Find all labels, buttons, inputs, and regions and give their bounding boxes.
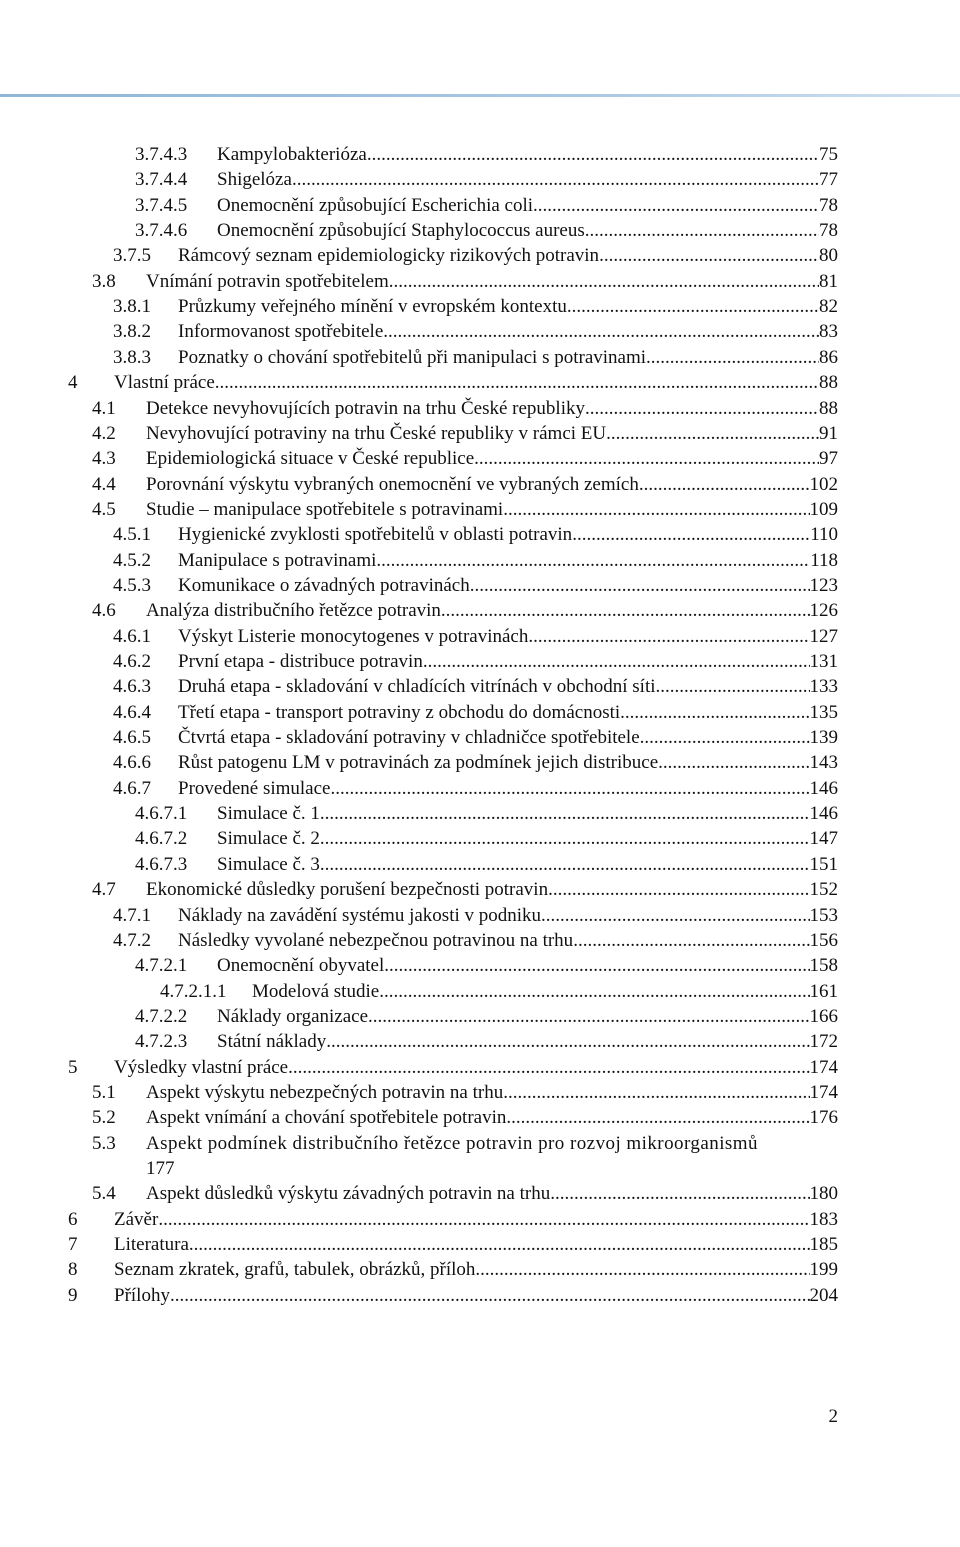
toc-entry-leader — [474, 446, 819, 471]
toc-entry-leader — [215, 370, 819, 395]
toc-entry-leader — [639, 472, 810, 497]
toc-entry[interactable] — [113, 522, 838, 547]
toc-entry[interactable] — [135, 1004, 838, 1029]
toc-entry[interactable] — [113, 294, 838, 319]
toc-entry-leader — [383, 319, 819, 344]
toc-entry-title: Detekce nevyhovujících potravin na trhu České republiky — [146, 397, 585, 419]
toc-entry[interactable] — [92, 269, 838, 294]
toc-entry-title: Manipulace s potravinami — [178, 549, 377, 571]
toc-entry-number: 4.6.7 — [113, 777, 151, 799]
toc-entry-leader — [441, 598, 810, 623]
toc-entry-page: 86 — [819, 346, 838, 368]
toc-entry-page: 172 — [809, 1031, 838, 1053]
toc-entry-number: 4.5.2 — [113, 549, 151, 571]
toc-entry[interactable] — [113, 624, 838, 649]
toc-entry-number: 3.7.4.6 — [135, 220, 188, 242]
toc-entry-leader — [572, 522, 810, 547]
toc-entry-number: 4.7.1 — [113, 904, 151, 926]
toc-entry[interactable] — [113, 243, 838, 268]
toc-entry-page: 97 — [819, 448, 838, 470]
toc-entry-leader — [503, 1080, 809, 1105]
toc-entry-page: 91 — [819, 422, 838, 444]
toc-entry-page: 183 — [809, 1208, 838, 1230]
toc-entry-title: Vlastní práce — [114, 372, 215, 394]
toc-entry-number: 4.5 — [92, 498, 116, 520]
header-rule — [0, 94, 960, 97]
toc-entry[interactable] — [92, 877, 838, 902]
toc-entry-title: První etapa - distribuce potravin — [178, 651, 423, 672]
toc-entry[interactable] — [68, 1257, 838, 1282]
toc-entry-page: 135 — [809, 701, 838, 723]
toc-entry[interactable] — [135, 826, 838, 851]
toc-entry-title: Náklady na zavádění systému jakosti v podniku — [178, 904, 542, 926]
toc-entry-title: Náklady organizace — [217, 1005, 369, 1027]
toc-entry-page: 82 — [819, 296, 838, 318]
toc-entry[interactable] — [113, 319, 838, 344]
toc-entry-leader — [658, 750, 809, 775]
toc-entry[interactable] — [68, 1232, 838, 1257]
toc-entry-leader — [528, 624, 809, 649]
toc-entry[interactable] — [92, 1080, 838, 1105]
toc-entry[interactable] — [92, 497, 838, 522]
toc-entry-title: Seznam zkratek, grafů, tabulek, obrázků, příloh — [114, 1259, 476, 1281]
toc-entry-leader — [620, 700, 809, 725]
toc-entry-page: 118 — [810, 549, 838, 571]
toc-entry-leader — [330, 776, 809, 801]
toc-entry-title: Nevyhovující potraviny na trhu České republiky v rámci EU — [146, 422, 607, 444]
toc-entry-number: 4.6.7.1 — [135, 803, 188, 825]
toc-entry-title: Druhá etapa - skladování v chladících vitrínách v obchodní síti — [178, 676, 656, 698]
toc-entry-number: 4.7.2.1.1 — [160, 980, 227, 1002]
toc-entry-leader — [606, 421, 819, 446]
toc-entry-leader — [384, 953, 809, 978]
toc-entry[interactable] — [68, 1283, 838, 1308]
toc-entry-number: 3.8.3 — [113, 346, 151, 368]
toc-entry-leader — [158, 1207, 809, 1232]
toc-entry-page: 110 — [810, 524, 838, 546]
toc-entry-title: Simulace č. 2 — [217, 828, 320, 850]
toc-entry-title: Provedené simulace — [178, 777, 331, 799]
toc-entry[interactable] — [135, 1029, 838, 1054]
toc-entry-title: Simulace č. 1 — [217, 803, 320, 825]
toc-entry-page: 126 — [809, 600, 838, 622]
toc-entry-page: 127 — [809, 625, 838, 647]
toc-entry-page: 185 — [809, 1234, 838, 1256]
toc-entry-leader — [170, 1283, 810, 1308]
toc-entry-number: 4.4 — [92, 473, 116, 495]
toc-entry[interactable] — [68, 1207, 838, 1232]
toc-entry-leader — [475, 1257, 809, 1282]
toc-entry-leader — [506, 1105, 809, 1130]
toc-entry[interactable] — [113, 649, 838, 674]
toc-entry-leader — [367, 142, 819, 167]
toc-entry-leader — [376, 548, 810, 573]
toc-entry-title: Shigelóza — [217, 169, 292, 191]
toc-entry-page: 146 — [809, 777, 838, 799]
toc-entry-page: 158 — [809, 955, 838, 977]
toc-entry-number: 4.5.3 — [113, 574, 151, 596]
toc-entry[interactable] — [68, 1055, 838, 1080]
toc-entry[interactable] — [92, 421, 838, 446]
toc-entry-leader — [599, 243, 819, 268]
toc-entry-leader — [320, 852, 810, 877]
toc-entry[interactable] — [113, 345, 838, 370]
toc-entry-leader — [189, 1232, 810, 1257]
toc-entry-title: Průzkumy veřejného mínění v evropském kontextu — [178, 296, 567, 318]
toc-entry[interactable] — [135, 852, 838, 877]
toc-entry[interactable] — [68, 370, 838, 395]
toc-entry-title: Státní náklady — [217, 1031, 327, 1053]
toc-entry-title: Přílohy — [114, 1284, 170, 1306]
toc-entry-title: Vnímání potravin spotřebitelem — [146, 270, 389, 292]
toc-entry-page: 146 — [809, 803, 838, 825]
toc-entry-number: 3.7.4.4 — [135, 169, 188, 191]
toc-entry-number: 3.7.4.3 — [135, 144, 188, 165]
toc-entry-page: 83 — [819, 321, 838, 343]
toc-entry[interactable] — [113, 573, 838, 598]
toc-entry-page: 133 — [809, 676, 838, 698]
toc-entry-number: 4.7 — [92, 879, 116, 901]
toc-entry-number: 8 — [68, 1259, 78, 1281]
toc-entry-number: 4.7.2.3 — [135, 1031, 188, 1053]
toc-entry-number: 5.2 — [92, 1107, 116, 1129]
toc-entry-number: 4.6.2 — [113, 651, 151, 672]
toc-entry[interactable] — [92, 1131, 838, 1181]
toc-entry-leader — [567, 294, 819, 319]
toc-entry-page: 88 — [819, 397, 838, 419]
toc-entry[interactable] — [113, 903, 838, 928]
toc-entry-page: 80 — [819, 245, 838, 267]
toc-entry-number: 4.6 — [92, 600, 116, 622]
toc-entry[interactable] — [135, 167, 838, 192]
toc-entry-title: Epidemiologická situace v České republice — [146, 448, 475, 470]
toc-entry-leader — [320, 801, 810, 826]
toc-entry-title: Třetí etapa - transport potraviny z obchodu do domácnosti — [178, 701, 621, 723]
toc-entry-leader — [288, 1055, 809, 1080]
toc-entry-title: Aspekt důsledků výskytu závadných potravin na trhu — [146, 1183, 551, 1205]
toc-entry-page: 156 — [809, 929, 838, 951]
toc-entry-title: Literatura — [114, 1234, 189, 1256]
toc-entry-page: 161 — [809, 980, 838, 1002]
toc-entry-page: 177 — [146, 1157, 175, 1179]
toc-entry-page: 88 — [819, 372, 838, 394]
toc-entry-leader — [326, 1029, 809, 1054]
toc-entry-leader — [379, 979, 809, 1004]
toc-entry-title: Analýza distribučního řetězce potravin — [146, 600, 441, 622]
toc-entry-leader — [292, 167, 819, 192]
toc-entry-number: 3.8 — [92, 270, 116, 292]
toc-entry-number: 5.1 — [92, 1081, 116, 1103]
toc-entry[interactable] — [92, 1181, 838, 1206]
toc-entry-leader — [503, 497, 809, 522]
toc-entry-page: 180 — [809, 1183, 838, 1205]
toc-entry-number: 5.4 — [92, 1183, 116, 1205]
toc-entry-title: Růst patogenu LM v potravinách za podmínek jejich distribuce — [178, 752, 659, 774]
toc-entry-title: Závěr — [114, 1208, 159, 1230]
toc-entry-number: 3.8.2 — [113, 321, 151, 343]
toc-entry[interactable] — [160, 979, 838, 1004]
toc-entry[interactable] — [135, 801, 838, 826]
toc-entry-page: 152 — [809, 879, 838, 901]
toc-entry-leader — [646, 345, 819, 370]
toc-entry[interactable] — [92, 446, 838, 471]
toc-entry[interactable] — [113, 548, 838, 573]
toc-entry-page: 143 — [809, 752, 838, 774]
toc-entry[interactable] — [113, 750, 838, 775]
toc-entry-title: Komunikace o závadných potravinách — [178, 574, 470, 596]
toc-entry-page: 204 — [809, 1284, 838, 1306]
toc-entry-title: Simulace č. 3 — [217, 853, 320, 875]
toc-entry-page: 176 — [809, 1107, 838, 1129]
toc-entry-title: Čtvrtá etapa - skladování potraviny v chladničce spotřebitele — [178, 727, 640, 749]
toc-entry-leader — [640, 725, 810, 750]
toc-entry-number: 4.6.6 — [113, 752, 151, 774]
toc-entry[interactable] — [113, 776, 838, 801]
toc-entry-number: 4.6.7.2 — [135, 828, 188, 850]
toc-entry-leader — [656, 674, 810, 699]
toc-entry[interactable] — [113, 700, 838, 725]
toc-entry-title: Hygienické zvyklosti spotřebitelů v oblasti potravin — [178, 524, 573, 546]
toc-entry-number: 5.3 — [92, 1132, 116, 1154]
toc-entry-leader — [585, 218, 819, 243]
toc-entry-page: 123 — [809, 574, 838, 596]
toc-entry-number: 4.6.4 — [113, 701, 151, 723]
toc-entry[interactable] — [135, 193, 838, 218]
toc-entry-page: 77 — [819, 169, 838, 191]
toc-entry-number: 3.7.5 — [113, 245, 151, 267]
toc-entry-number: 4.5.1 — [113, 524, 151, 546]
toc-entry-title: Aspekt podmínek distribučního řetězce potravin pro rozvoj mikroorganismů — [146, 1132, 758, 1154]
toc-entry-number: 4.6.1 — [113, 625, 151, 647]
toc-entry-title: Onemocnění obyvatel — [217, 955, 385, 977]
toc-entry-page: 147 — [809, 828, 838, 850]
toc-entry-page: 151 — [809, 853, 838, 875]
toc-entry-page: 199 — [809, 1259, 838, 1281]
toc-entry-leader — [368, 1004, 809, 1029]
toc-entry-number: 9 — [68, 1284, 78, 1306]
toc-entry[interactable] — [92, 598, 838, 623]
toc-entry-title: Kampylobakterióza — [217, 144, 367, 165]
toc-entry-page: 109 — [809, 498, 838, 520]
toc-entry-title: Výskyt Listerie monocytogenes v potravinách — [178, 625, 529, 647]
toc-entry-page: 75 — [819, 144, 838, 165]
toc-entry-page: 174 — [809, 1056, 838, 1078]
toc-entry-title: Rámcový seznam epidemiologicky rizikových potravin — [178, 245, 600, 267]
toc-entry[interactable] — [135, 953, 838, 978]
toc-entry-title: Onemocnění způsobující Escherichia coli — [217, 194, 534, 216]
toc-entry-page: 81 — [819, 270, 838, 292]
toc-entry-page: 78 — [819, 194, 838, 216]
toc-entry-leader — [548, 877, 809, 902]
toc-entry-title: Informovanost spotřebitele — [178, 321, 384, 343]
toc-entry-number: 4.6.3 — [113, 676, 151, 698]
toc-entry-number: 4 — [68, 372, 78, 394]
toc-entry-title: Onemocnění způsobující Staphylococcus aureus — [217, 220, 585, 242]
toc-entry-number: 4.7.2 — [113, 929, 151, 951]
toc-entry-number: 6 — [68, 1208, 78, 1230]
toc-entry-leader — [423, 649, 810, 674]
toc-entry-leader — [470, 573, 810, 598]
toc-entry-title: Následky vyvolané nebezpečnou potravinou na trhu — [178, 929, 574, 951]
toc-entry-number: 4.6.7.3 — [135, 853, 188, 875]
toc-entry-title: Ekonomické důsledky porušení bezpečnosti potravin — [146, 879, 549, 901]
toc-entry-leader — [550, 1181, 809, 1206]
toc-entry-title: Porovnání výskytu vybraných onemocnění ve vybraných zemích — [146, 473, 639, 495]
toc-entry-number: 3.7.4.5 — [135, 194, 188, 216]
toc-entry-leader — [320, 826, 810, 851]
toc-entry[interactable] — [135, 142, 838, 167]
toc-entry-number: 4.7.2.1 — [135, 955, 188, 977]
toc-entry-number: 4.7.2.2 — [135, 1005, 188, 1027]
toc-entry-page: 166 — [809, 1005, 838, 1027]
toc-entry-number: 4.3 — [92, 448, 116, 470]
toc-entry-leader — [585, 396, 819, 421]
toc-entry-number: 4.1 — [92, 397, 116, 419]
toc-entry[interactable] — [113, 674, 838, 699]
toc-entry[interactable] — [92, 396, 838, 421]
toc-entry-number: 7 — [68, 1234, 78, 1256]
toc-entry-page: 139 — [809, 727, 838, 749]
toc-entry-page: 78 — [819, 220, 838, 242]
toc-entry[interactable] — [113, 725, 838, 750]
page-number: 2 — [828, 1406, 838, 1427]
toc-entry-number: 3.8.1 — [113, 296, 151, 318]
toc-entry-leader — [573, 928, 809, 953]
toc-entry-page: 102 — [809, 473, 838, 495]
toc-entry[interactable] — [135, 218, 838, 243]
toc-entry-leader — [389, 269, 819, 294]
toc-entry-number: 5 — [68, 1056, 78, 1078]
toc-entry[interactable] — [92, 1105, 838, 1130]
toc-entry[interactable] — [113, 928, 838, 953]
toc-entry-page: 153 — [809, 904, 838, 926]
toc-entry-title: Poznatky o chování spotřebitelů při manipulaci s potravinami — [178, 346, 647, 368]
toc-entry-title: Studie – manipulace spotřebitele s potravinami — [146, 498, 504, 520]
toc-entry-title: Aspekt vnímání a chování spotřebitele potravin — [146, 1107, 507, 1129]
toc-entry-title: Výsledky vlastní práce — [114, 1056, 289, 1078]
toc-entry[interactable] — [92, 472, 838, 497]
toc-entry-number: 4.2 — [92, 422, 116, 444]
toc-entry-leader — [541, 903, 809, 928]
toc-entry-page: 174 — [809, 1081, 838, 1103]
toc-entry-title: Modelová studie — [252, 980, 380, 1002]
toc-entry-page: 131 — [809, 651, 838, 672]
toc-entry-leader — [533, 193, 819, 218]
toc-entry-title: Aspekt výskytu nebezpečných potravin na trhu — [146, 1081, 504, 1103]
toc-entry-number: 4.6.5 — [113, 727, 151, 749]
